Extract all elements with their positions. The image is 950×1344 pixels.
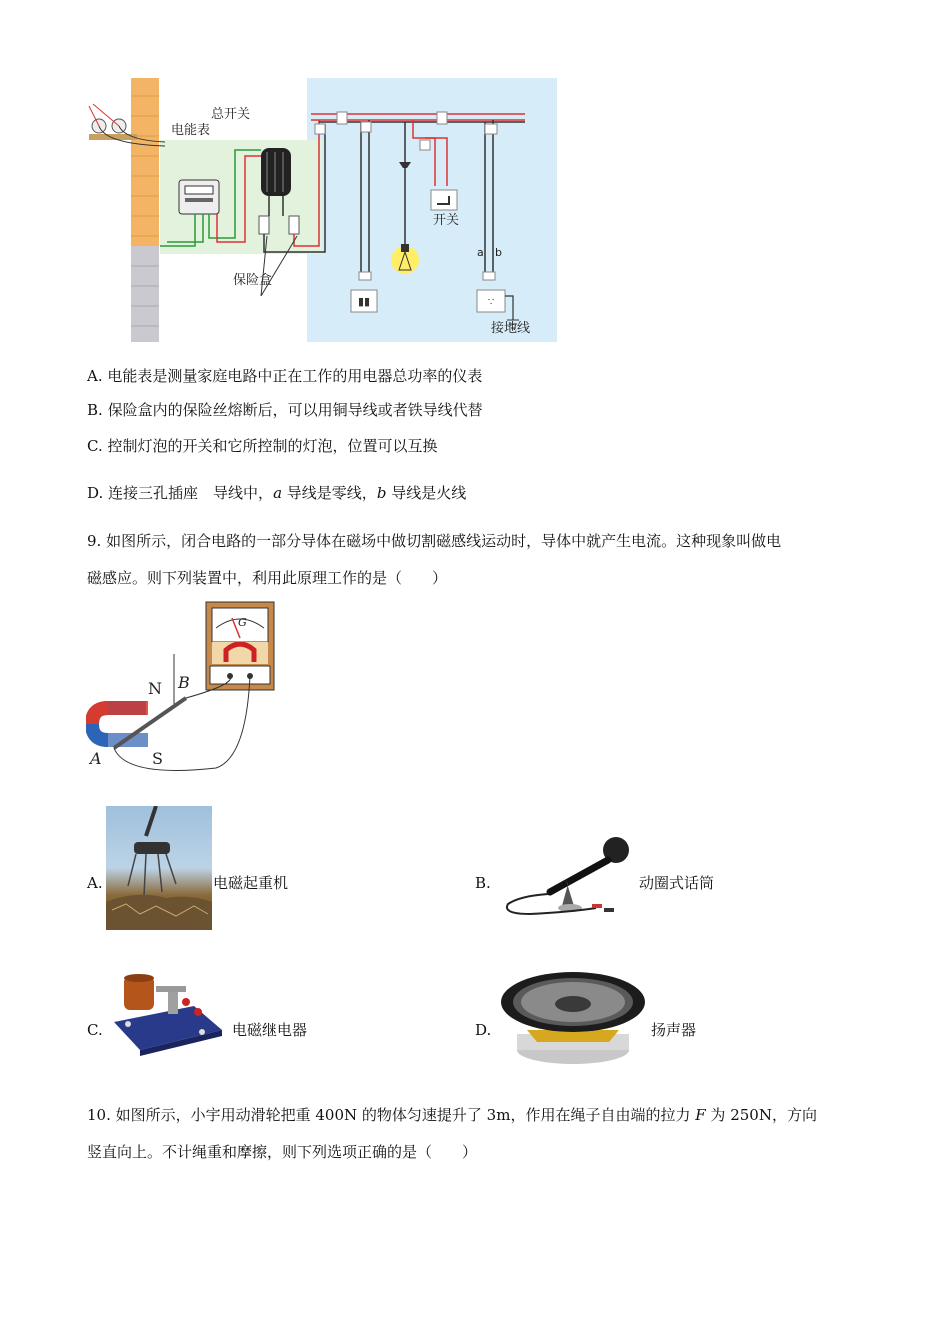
label-n: N <box>148 679 162 698</box>
induction-apparatus-figure <box>86 598 286 774</box>
loudspeaker-photo <box>497 970 649 1068</box>
q8-option-b: B. 保险盒内的保险丝熔断后，可以用铜导线或者铁导线代替 <box>87 401 483 419</box>
q9-stem-line2: 磁感应。则下列装置中，利用此原理工作的是（ ） <box>87 569 448 587</box>
label-s: S <box>152 749 163 768</box>
electromagnetic-relay-photo <box>106 966 226 1058</box>
q9-option-c-text: 电磁继电器 <box>232 1021 308 1039</box>
label-b: b <box>495 246 502 259</box>
dynamic-microphone-photo <box>500 834 634 922</box>
q9-option-a-text: 电磁起重机 <box>213 874 289 892</box>
q9-option-c-letter: C. <box>87 1021 103 1039</box>
electromagnetic-crane-photo <box>106 806 212 930</box>
label-main-switch: 总开关 <box>211 107 251 122</box>
label-fuse-box: 保险盒 <box>233 273 273 288</box>
household-circuit-figure <box>85 76 560 346</box>
label-energy-meter: 电能表 <box>171 123 211 138</box>
label-a: a <box>477 246 484 259</box>
q9-option-a-letter: A. <box>87 874 103 892</box>
q10-stem-line1: 10. 如图所示，小宇用动滑轮把重 400N 的物体匀速提升了 3m，作用在绳子自由端的拉力 F 为 250N，方向 <box>87 1106 817 1124</box>
q9-option-d-letter: D. <box>475 1021 492 1039</box>
q9-option-d-text: 扬声器 <box>651 1021 697 1039</box>
q8-option-c: C. 控制灯泡的开关和它所控制的灯泡，位置可以互换 <box>87 437 438 455</box>
svg-text:▮▮: ▮▮ <box>357 295 371 308</box>
label-a-end: A <box>90 749 102 768</box>
label-b-end: B <box>178 673 190 692</box>
label-switch: 开关 <box>433 213 460 228</box>
q8-option-d: D. 连接三孔插座 导线中，a 导线是零线，b 导线是火线 <box>87 484 467 502</box>
label-ground: 接地线 <box>491 321 531 336</box>
q9-option-b-text: 动圈式话筒 <box>639 874 715 892</box>
q10-stem-line2: 竖直向上。不计绳重和摩擦，则下列选项正确的是（ ） <box>87 1143 478 1161</box>
q9-stem-line1: 9. 如图所示，闭合电路的一部分导体在磁场中做切割磁感线运动时，导体中就产生电流。这种现象叫做电 <box>87 532 782 550</box>
q8-option-a: A. 电能表是测量家庭电路中正在工作的用电器总功率的仪表 <box>87 367 483 385</box>
q9-option-b-letter: B. <box>475 874 491 892</box>
svg-text:∵: ∵ <box>487 297 495 308</box>
label-g: G <box>238 616 247 629</box>
